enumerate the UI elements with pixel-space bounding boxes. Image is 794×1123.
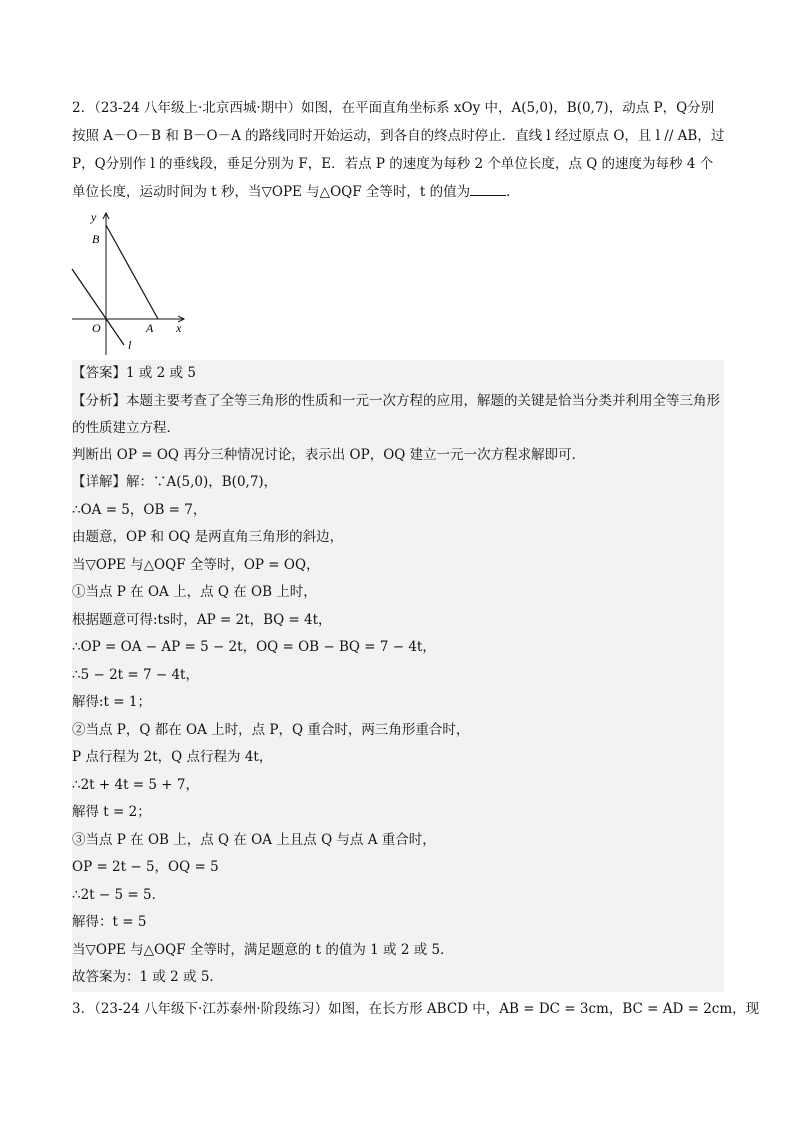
- question-2-line-3: P，Q分别作 l 的垂线段，垂足分别为 F，E．若点 P 的速度为每秒 2 个单位长度，点 Q 的速度为每秒 4 个: [72, 156, 714, 172]
- question-2: [72, 94, 726, 206]
- solution-line: P 点行程为 2t，Q 点行程为 4t，: [72, 749, 273, 765]
- o-label: O: [92, 321, 101, 335]
- answer-line: 【答案】1 或 2 或 5: [72, 365, 196, 381]
- solution-line: ∴OA = 5，OB = 7，: [72, 501, 207, 518]
- coordinate-figure: [66, 205, 196, 363]
- a-label: A: [146, 321, 154, 335]
- segment-ab: [106, 225, 158, 319]
- solution-line: 【详解】解：∵A(5,0)，B(0,7)，: [72, 474, 278, 490]
- solution-line: ∴OP = OA − AP = 5 − 2t，OQ = OB − BQ = 7 − 4t，: [72, 639, 436, 655]
- solution-line: ∴5 − 2t = 7 − 4t，: [72, 666, 199, 683]
- analysis-line: 【分析】本题主要考查了全等三角形的性质和一元一次方程的应用，解题的关键是恰当分类并利用全等三角形的性质建立方程．: [72, 392, 720, 436]
- solution-line: 根据题意可得:ts时，AP = 2t，BQ = 4t，: [72, 611, 332, 628]
- question-2-line-4-text: 单位长度，运动时间为 t 秒，当▽OPE 与△OQF 全等时，t 的值为: [72, 184, 471, 200]
- solution-line: 判断出 OP = OQ 再分三种情况讨论，表示出 OP，OQ 建立一元一次方程求解即可．: [72, 446, 586, 463]
- y-label: y: [91, 210, 97, 224]
- l-label: l: [128, 338, 132, 352]
- solution-line: ②当点 P，Q 都在 OA 上时，点 P，Q 重合时，两三角形重合时，: [72, 721, 470, 738]
- solution-line: 解得：t = 5: [72, 914, 147, 930]
- final-answer-line: 故答案为：1 或 2 或 5．: [72, 969, 223, 985]
- solution-line: ∴2t + 4t = 5 + 7，: [72, 776, 199, 793]
- question-2-line-1: 2．（23-24 八年级上·北京西城·期中）如图，在平面直角坐标系 xOy 中，A(5,0)，B(0,7)，动点 P，Q分别: [72, 100, 715, 116]
- b-label: B: [92, 232, 100, 246]
- solution-line: 当▽OPE 与△OQF 全等时，满足题意的 t 的值为 1 或 2 或 5．: [72, 941, 454, 958]
- solution-line: 由题意，OP 和 OQ 是两直角三角形的斜边，: [72, 529, 344, 545]
- question-3-line-1: 3．（23-24 八年级下·江苏泰州·阶段练习）如图，在长方形 ABCD 中，AB = DC = 3cm，BC = AD = 2cm，现: [72, 1001, 760, 1017]
- solution-line: ∴2t − 5 = 5．: [72, 886, 166, 903]
- solution-line: OP = 2t − 5，OQ = 5: [72, 859, 219, 875]
- question-2-line-4: 单位长度，运动时间为 t 秒，当▽OPE 与△OQF 全等时，t 的值为 ．: [72, 178, 726, 206]
- solution-line: ①当点 P 在 OA 上，点 Q 在 OB 上时，: [72, 584, 317, 600]
- x-label: x: [176, 321, 182, 335]
- solution-line: ③当点 P 在 OB 上，点 Q 在 OA 上且点 Q 与点 A 重合时，: [72, 831, 436, 848]
- solution-line: 解得:t = 1；: [72, 694, 151, 710]
- answer-blank: [470, 179, 506, 196]
- solution-line: 解得 t = 2；: [72, 804, 151, 820]
- question-3: [72, 995, 760, 1023]
- solution-line: 当▽OPE 与△OQF 全等时，OP = OQ，: [72, 556, 320, 573]
- question-2-line-2: 按照 A－O－B 和 B－O－A 的路线同时开始运动，到各自的终点时停止．直线 l 经过原点 O，且 l // AB，过: [72, 128, 725, 144]
- solution-block: [72, 360, 724, 992]
